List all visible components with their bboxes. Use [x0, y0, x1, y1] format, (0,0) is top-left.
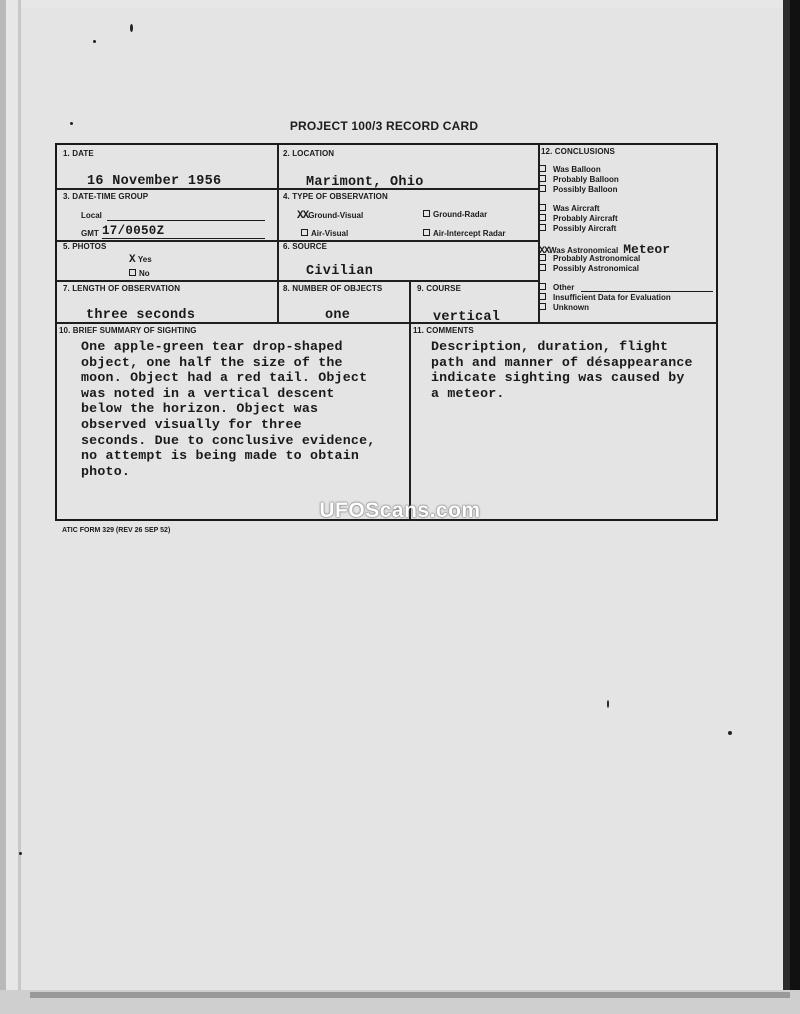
scan-speck [130, 24, 133, 32]
observation-type-label: 4. TYPE OF OBSERVATION [283, 192, 388, 201]
course-label: 9. COURSE [417, 284, 462, 293]
ground-radar-text: Ground-Radar [433, 210, 488, 219]
comments-line: path and manner of désappearance [431, 354, 693, 370]
comments-text [431, 339, 693, 401]
length-value: three seconds [86, 308, 196, 323]
probably-balloon-checkbox [539, 175, 546, 182]
comments-line: a meteor. [431, 385, 505, 401]
other-checkbox [539, 283, 546, 290]
conclusion-probably-aircraft [539, 214, 618, 223]
scan-speck [728, 731, 732, 735]
conclusion-probably-balloon [539, 175, 619, 184]
was-aircraft-checkbox [539, 204, 546, 211]
comments-line: Description, duration, flight [431, 339, 669, 354]
source-label: 6. SOURCE [283, 242, 328, 251]
probably-balloon-text: Probably Balloon [553, 175, 619, 184]
possibly-balloon-text: Possibly Balloon [553, 185, 618, 194]
comments-line: indicate sighting was caused by [431, 370, 685, 386]
conclusion-was-balloon [539, 165, 601, 174]
course-value: vertical [433, 310, 501, 325]
air-visual-text: Air-Visual [311, 229, 349, 238]
air-visual-checkbox [301, 229, 308, 236]
conclusion-possibly-aircraft [539, 224, 616, 233]
insufficient-text: Insufficient Data for Evaluation [553, 293, 671, 302]
location-label: 2. LOCATION [283, 149, 335, 158]
local-label: Local [81, 211, 102, 220]
possibly-astronomical-checkbox [539, 264, 546, 271]
card-title: PROJECT 100/3 RECORD CARD [289, 119, 479, 133]
summary-line: moon. Object had a red tail. Object [81, 370, 368, 386]
photos-no-text: No [139, 269, 150, 278]
grid-line [57, 280, 538, 282]
conclusion-possibly-astronomical [539, 264, 639, 273]
summary-line: below the horizon. Object was [81, 401, 319, 417]
date-label: 1. DATE [63, 149, 94, 158]
was-aircraft-text: Was Aircraft [553, 204, 600, 213]
ground-radar-option [423, 210, 487, 219]
summary-line: photo. [81, 463, 131, 479]
summary-line: observed visually for three [81, 416, 302, 432]
photos-yes-mark: X [129, 254, 136, 266]
probably-astronomical-checkbox [539, 254, 546, 261]
grid-line [409, 280, 411, 521]
other-text: Other [553, 283, 575, 292]
unknown-checkbox [539, 303, 546, 310]
ground-visual-mark: XX [297, 210, 309, 222]
length-label: 7. LENGTH OF OBSERVATION [63, 284, 181, 293]
conclusion-probably-astronomical [539, 254, 640, 263]
photos-no-option [129, 269, 150, 278]
scan-edge-bottom-shadow [30, 992, 790, 998]
conclusion-possibly-balloon [539, 185, 617, 194]
gmt-value: 17/0050Z [102, 224, 165, 238]
photos-yes-text: Yes [137, 255, 152, 264]
gmt-label: GMT [81, 229, 99, 238]
air-visual-option [301, 229, 348, 238]
probably-aircraft-checkbox [539, 214, 546, 221]
was-balloon-checkbox [539, 165, 546, 172]
conclusion-insufficient-data [539, 293, 671, 302]
local-underline [107, 220, 265, 221]
air-intercept-radar-checkbox [423, 229, 430, 236]
air-intercept-radar-text: Air-Intercept Radar [433, 229, 506, 238]
insufficient-checkbox [539, 293, 546, 300]
photos-yes-option [129, 254, 152, 266]
photos-label: 5. PHOTOS [63, 242, 107, 251]
scan-speck [607, 700, 609, 708]
summary-text [81, 339, 375, 479]
possibly-aircraft-checkbox [539, 224, 546, 231]
objects-value: one [325, 308, 351, 323]
conclusion-was-aircraft [539, 204, 600, 213]
scan-speck [19, 852, 22, 855]
date-value: 16 November 1956 [87, 174, 222, 189]
possibly-aircraft-text: Possibly Aircraft [553, 224, 617, 233]
air-intercept-radar-option [423, 229, 505, 238]
conclusion-other [539, 283, 574, 292]
summary-label: 10. BRIEF SUMMARY OF SIGHTING [59, 326, 197, 335]
possibly-astronomical-text: Possibly Astronomical [553, 264, 639, 273]
unknown-text: Unknown [553, 303, 589, 312]
form-id: ATIC FORM 329 (REV 26 SEP 52) [62, 527, 171, 534]
was-astronomical-mark: XX [539, 246, 550, 257]
summary-line: object, one half the size of the [81, 354, 343, 370]
watermark: UFOScans.com [319, 499, 481, 522]
ground-radar-checkbox [423, 210, 430, 217]
possibly-balloon-checkbox [539, 185, 546, 192]
location-value: Marimont, Ohio [306, 175, 424, 190]
probably-aircraft-text: Probably Aircraft [553, 214, 618, 223]
summary-line: seconds. Due to conclusive evidence, [81, 432, 376, 448]
conclusions-label: 12. CONCLUSIONS [541, 147, 615, 156]
summary-line: One apple-green tear drop-shaped [81, 339, 343, 354]
summary-line: was noted in a vertical descent [81, 385, 335, 401]
ground-visual-option [297, 210, 363, 222]
comments-label: 11. COMMENTS [413, 326, 474, 335]
date-time-group-label: 3. DATE-TIME GROUP [63, 192, 149, 201]
gmt-underline [102, 238, 265, 239]
was-astronomical-typed: Meteor [623, 242, 671, 257]
grid-line [277, 145, 279, 322]
was-balloon-text: Was Balloon [553, 165, 601, 174]
scan-speck [93, 40, 96, 43]
other-underline [581, 291, 713, 292]
summary-line: no attempt is being made to obtain [81, 448, 360, 464]
objects-label: 8. NUMBER OF OBJECTS [283, 284, 383, 293]
probably-astronomical-text: Probably Astronomical [553, 254, 641, 263]
photos-no-checkbox [129, 269, 136, 276]
was-astronomical-text: Was Astronomical [549, 246, 619, 255]
record-card [55, 143, 718, 521]
ground-visual-text: Ground-Visual [308, 211, 364, 220]
conclusion-unknown [539, 303, 589, 312]
source-value: Civilian [306, 264, 374, 279]
